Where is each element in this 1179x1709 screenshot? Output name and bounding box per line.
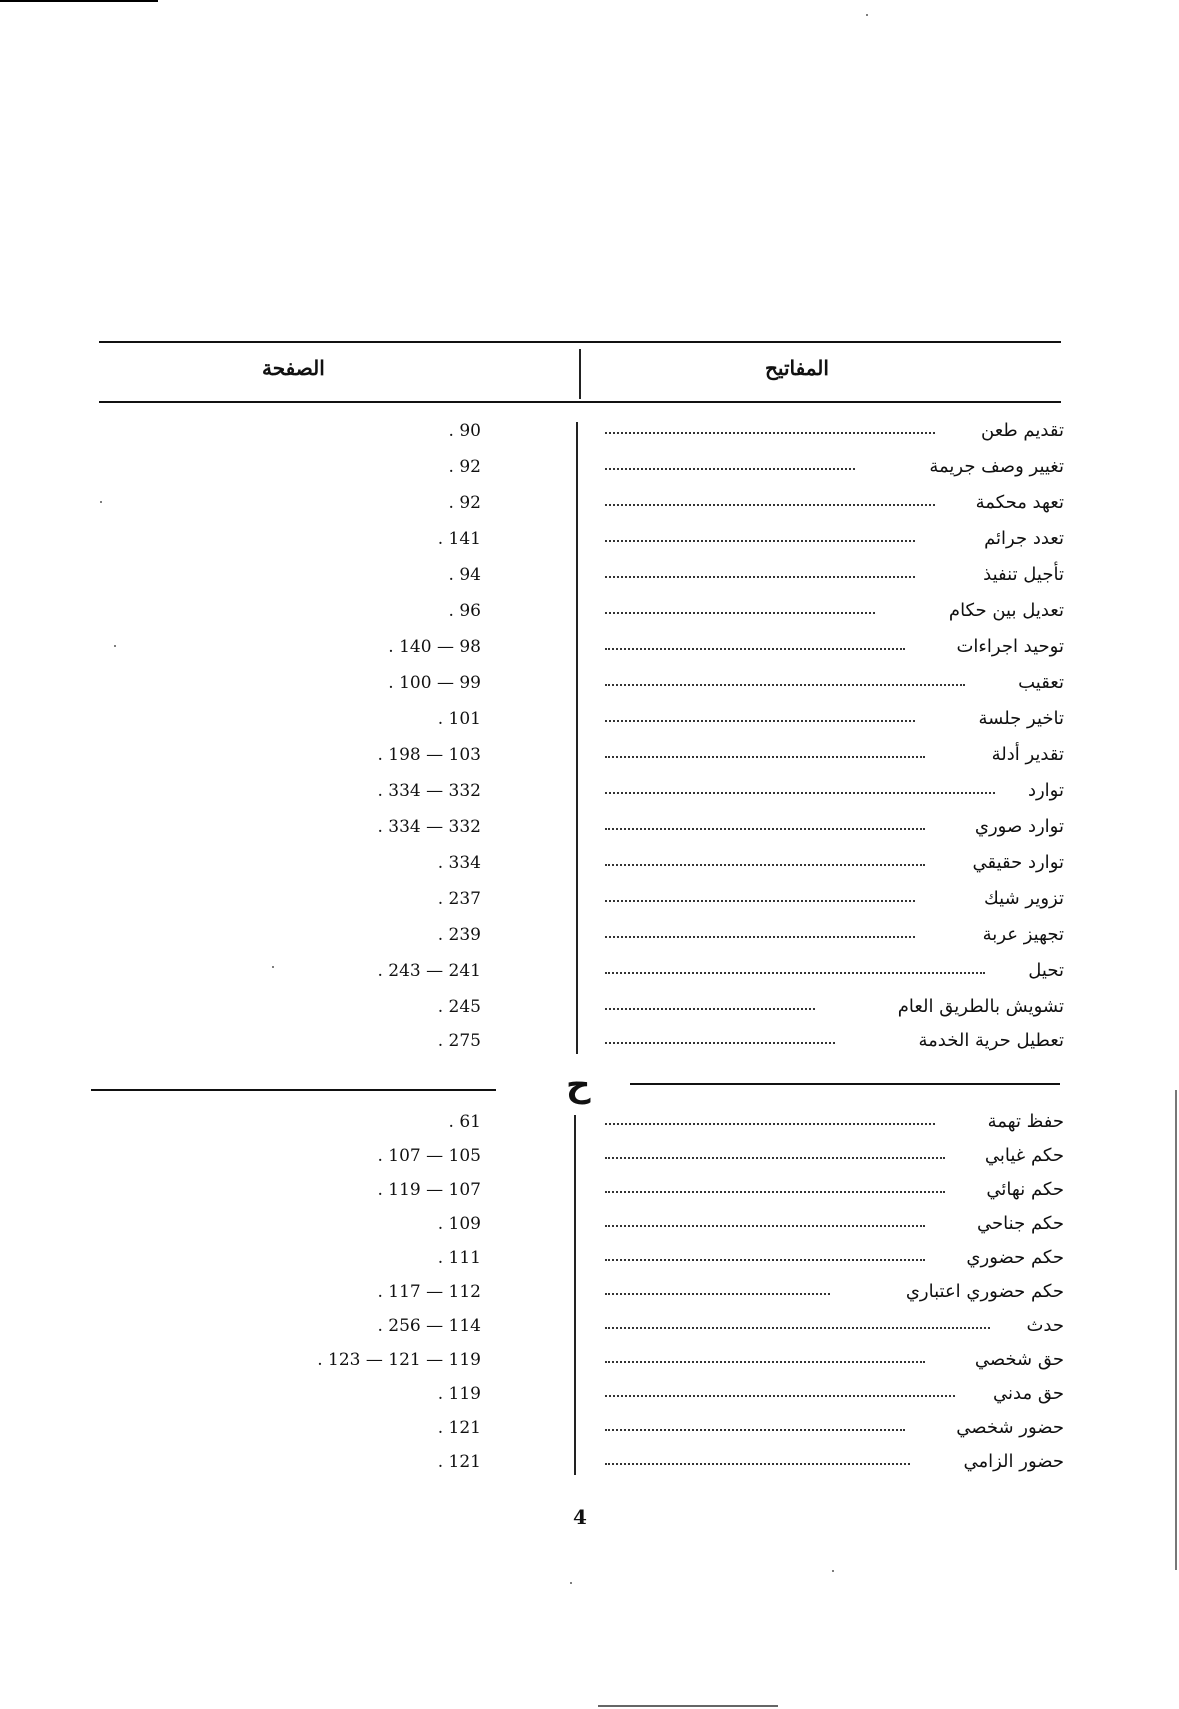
- index-row: [0, 704, 1179, 738]
- index-row: [0, 488, 1179, 522]
- page-reference: . 245: [437, 997, 481, 1017]
- page-reference: . 243 — 241: [377, 961, 481, 981]
- index-term: توحيد اجراءات: [956, 636, 1064, 657]
- index-row: [0, 524, 1179, 558]
- index-term: توارد حقيقي: [972, 852, 1064, 873]
- page-column-header: الصفحة: [262, 356, 325, 380]
- page-reference: . 92: [448, 457, 481, 477]
- index-term: تحيل: [1028, 960, 1064, 981]
- index-term: حق مدني: [993, 1383, 1064, 1404]
- index-row: [0, 1447, 1179, 1481]
- page-reference: . 123 — 121 — 119: [317, 1350, 481, 1370]
- page-reference: . 100 — 99: [388, 673, 481, 693]
- index-term: تأجيل تنفيذ: [983, 564, 1064, 585]
- keys-column-header: المفاتيح: [765, 356, 829, 380]
- index-row: [0, 560, 1179, 594]
- index-term: تقديم طعن: [981, 420, 1064, 441]
- index-row: [0, 920, 1179, 954]
- dot-leader: [605, 684, 965, 686]
- dot-leader: [605, 720, 915, 722]
- index-term: توارد: [1027, 780, 1064, 801]
- page-reference: . 111: [437, 1248, 481, 1268]
- dot-leader: [605, 1395, 955, 1397]
- dot-leader: [605, 576, 915, 578]
- page-reference: . 275: [437, 1031, 481, 1051]
- index-row: [0, 632, 1179, 666]
- page-reference: . 239: [437, 925, 481, 945]
- index-row: [0, 1107, 1179, 1141]
- index-term: حق شخصي: [974, 1349, 1064, 1370]
- section-letter: ح: [566, 1065, 591, 1105]
- page-reference: . 107 — 105: [377, 1146, 481, 1166]
- dot-leader: [605, 1123, 935, 1125]
- page-reference: . 101: [437, 709, 481, 729]
- index-row: [0, 776, 1179, 810]
- page-reference: . 96: [448, 601, 481, 621]
- dot-leader: [605, 792, 995, 794]
- index-row: [0, 1379, 1179, 1413]
- index-row: [0, 596, 1179, 630]
- index-row: [0, 1209, 1179, 1243]
- index-row: [0, 1311, 1179, 1345]
- index-term: تغيير وصف جريمة: [929, 456, 1064, 477]
- dot-leader: [605, 864, 925, 866]
- index-term: حدث: [1026, 1315, 1064, 1336]
- page-reference: . 237: [437, 889, 481, 909]
- index-row: [0, 740, 1179, 774]
- dot-leader: [605, 1259, 925, 1261]
- scan-speck: [832, 1570, 834, 1572]
- header-bottom-rule: [99, 401, 1061, 403]
- index-term: تشويش بالطريق العام: [897, 996, 1064, 1017]
- scan-edge-mark: [598, 1705, 778, 1707]
- page-reference: . 334 — 332: [377, 817, 481, 837]
- dot-leader: [605, 612, 875, 614]
- dot-leader: [605, 1327, 990, 1329]
- index-row: [0, 812, 1179, 846]
- index-term: تاخير جلسة: [978, 708, 1064, 729]
- index-term: حكم جناحي: [977, 1213, 1064, 1234]
- dot-leader: [605, 1157, 945, 1159]
- page-reference: . 256 — 114: [377, 1316, 481, 1336]
- dot-leader: [605, 1042, 835, 1044]
- page-reference: . 140 — 98: [388, 637, 481, 657]
- dot-leader: [605, 1429, 905, 1431]
- page-reference: . 61: [448, 1112, 481, 1132]
- index-row: [0, 1243, 1179, 1277]
- dot-leader: [605, 1008, 815, 1010]
- index-term: حضور الزامي: [963, 1451, 1064, 1472]
- section-rule-right: [630, 1083, 1060, 1085]
- page-number: 4: [573, 1505, 587, 1529]
- index-term: تعطيل حرية الخدمة: [918, 1030, 1064, 1051]
- index-term: تعديل بين حكام: [948, 600, 1064, 621]
- index-term: تعقيب: [1018, 672, 1064, 693]
- index-term: تجهيز عربة: [982, 924, 1064, 945]
- page-reference: . 141: [437, 529, 481, 549]
- index-row: [0, 1277, 1179, 1311]
- scan-edge-mark: [0, 0, 158, 2]
- page-reference: . 109: [437, 1214, 481, 1234]
- page-reference: . 92: [448, 493, 481, 513]
- scan-speck: [866, 14, 868, 16]
- page-reference: . 90: [448, 421, 481, 441]
- index-row: [0, 884, 1179, 918]
- page-reference: . 119 — 107: [377, 1180, 481, 1200]
- dot-leader: [605, 504, 935, 506]
- dot-leader: [605, 648, 905, 650]
- dot-leader: [605, 540, 915, 542]
- dot-leader: [605, 828, 925, 830]
- index-term: حكم نهائي: [986, 1179, 1064, 1200]
- index-term: تعدد جرائم: [984, 528, 1064, 549]
- index-row: [0, 1141, 1179, 1175]
- dot-leader: [605, 1361, 925, 1363]
- index-row: [0, 992, 1179, 1026]
- section-rule-left: [91, 1089, 496, 1091]
- dot-leader: [605, 468, 855, 470]
- index-term: تعهد محكمة: [975, 492, 1064, 513]
- index-row: [0, 416, 1179, 450]
- index-term: حكم حضوري اعتباري: [905, 1281, 1064, 1302]
- index-row: [0, 848, 1179, 882]
- index-term: حكم غيابي: [984, 1145, 1064, 1166]
- dot-leader: [605, 1225, 925, 1227]
- index-term: حكم حضوري: [966, 1247, 1064, 1268]
- page-reference: . 94: [448, 565, 481, 585]
- index-row: [0, 1413, 1179, 1447]
- dot-leader: [605, 756, 925, 758]
- dot-leader: [605, 1463, 910, 1465]
- scan-speck: [570, 1582, 572, 1584]
- dot-leader: [605, 936, 915, 938]
- page-reference: . 121: [437, 1452, 481, 1472]
- header-divider: [579, 349, 581, 399]
- page-reference: . 117 — 112: [377, 1282, 481, 1302]
- index-row: [0, 1345, 1179, 1379]
- page-reference: . 119: [437, 1384, 481, 1404]
- dot-leader: [605, 432, 935, 434]
- index-row: [0, 1175, 1179, 1209]
- index-row: [0, 452, 1179, 486]
- index-term: توارد صوري: [974, 816, 1064, 837]
- dot-leader: [605, 1191, 945, 1193]
- index-row: [0, 956, 1179, 990]
- page-reference: . 121: [437, 1418, 481, 1438]
- index-row: [0, 1026, 1179, 1060]
- page-reference: . 334: [437, 853, 481, 873]
- dot-leader: [605, 900, 915, 902]
- index-row: [0, 668, 1179, 702]
- header-top-rule: [99, 341, 1061, 343]
- dot-leader: [605, 972, 985, 974]
- page-reference: . 198 — 103: [377, 745, 481, 765]
- index-term: حفظ تهمة: [987, 1111, 1064, 1132]
- index-term: حضور شخصي: [956, 1417, 1064, 1438]
- dot-leader: [605, 1293, 830, 1295]
- page-reference: . 334 — 332: [377, 781, 481, 801]
- index-term: تزوير شيك: [984, 888, 1064, 909]
- index-term: تقدير أدلة: [991, 744, 1064, 765]
